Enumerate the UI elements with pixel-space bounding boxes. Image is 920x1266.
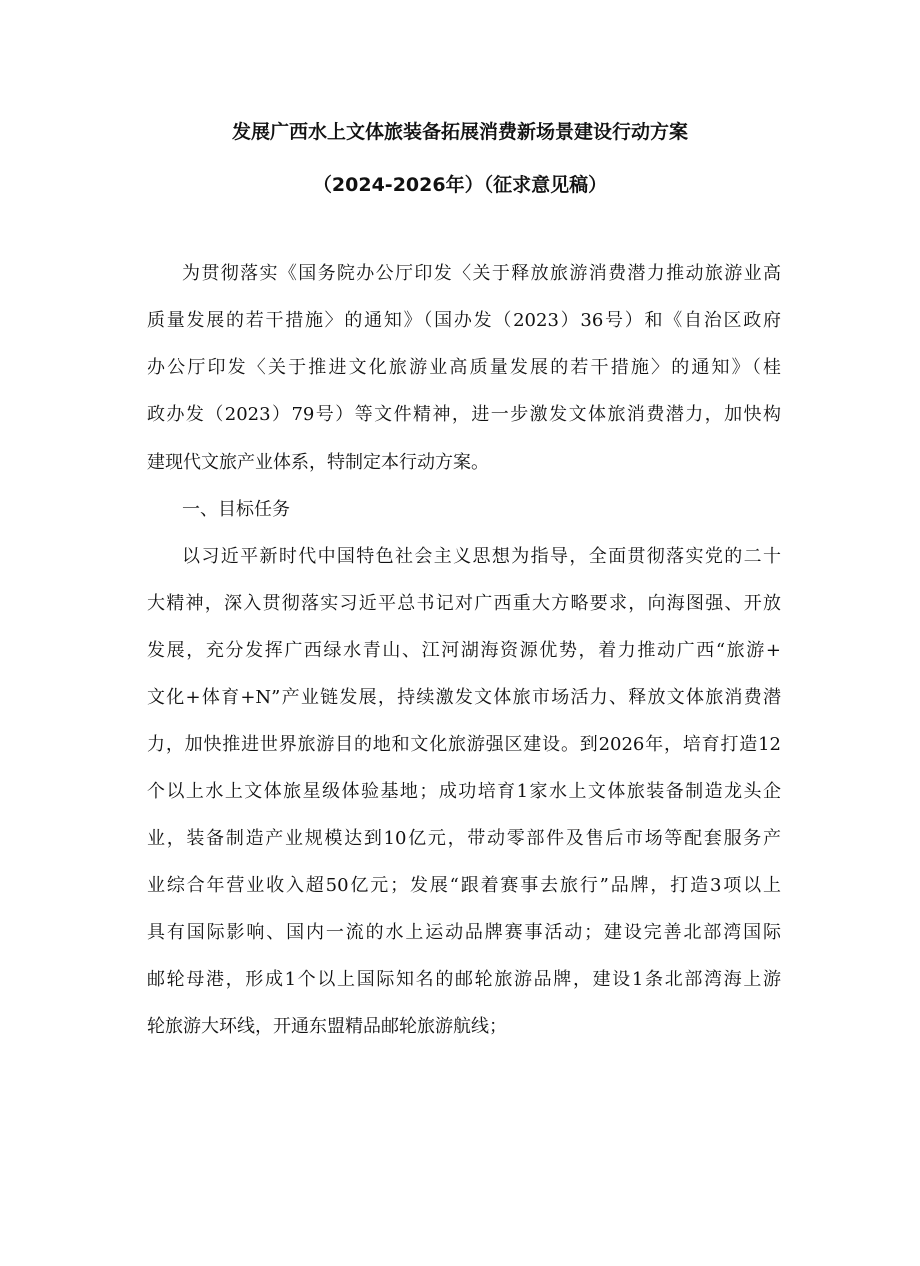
intro-line: 政办发（2023）79号）等文件精神，进一步激发文体旅消费潜力，加快构	[147, 404, 781, 425]
intro-line: 办公厅印发〈关于推进文化旅游业高质量发展的若干措施〉的通知》（桂	[147, 357, 781, 378]
intro-line: 为贯彻落实《国务院办公厅印发〈关于释放旅游消费潜力推动旅游业高	[182, 263, 781, 284]
section-line: 以习近平新时代中国特色社会主义思想为指导，全面贯彻落实党的二十	[182, 546, 781, 567]
section-line: 大精神，深入贯彻落实习近平总书记对广西重大方略要求，向海图强、开放	[147, 593, 781, 614]
section-line: 具有国际影响、国内一流的水上运动品牌赛事活动；建设完善北部湾国际	[147, 922, 781, 943]
section-heading: 一、目标任务	[182, 499, 290, 520]
section-line: 轮旅游大环线，开通东盟精品邮轮旅游航线；	[147, 1016, 507, 1037]
section-line: 力，加快推进世界旅游目的地和文化旅游强区建设。到2026年，培育打造12	[147, 734, 781, 755]
intro-line: 质量发展的若干措施〉的通知》（国办发（2023）36号）和《自治区政府	[147, 310, 781, 331]
section-line: 个以上水上文体旅星级体验基地；成功培育1家水上文体旅装备制造龙头企	[147, 781, 781, 802]
document-title: 发展广西水上文体旅装备拓展消费新场景建设行动方案	[231, 121, 688, 143]
intro-line: 建现代文旅产业体系，特制定本行动方案。	[147, 452, 489, 473]
document-subtitle: （2024-2026年）（征求意见稿）	[312, 174, 608, 196]
section-line: 文化+体育+N”产业链发展，持续激发文体旅市场活力、释放文体旅消费潜	[147, 687, 781, 708]
section-line: 业，装备制造产业规模达到10亿元，带动零部件及售后市场等配套服务产	[147, 828, 781, 849]
section-line: 发展，充分发挥广西绿水青山、江河湖海资源优势，着力推动广西“旅游+	[147, 640, 781, 661]
section-line: 邮轮母港，形成1个以上国际知名的邮轮旅游品牌，建设1条北部湾海上游	[147, 969, 781, 990]
section-line: 业综合年营业收入超50亿元；发展“跟着赛事去旅行”品牌，打造3项以上	[147, 875, 781, 896]
